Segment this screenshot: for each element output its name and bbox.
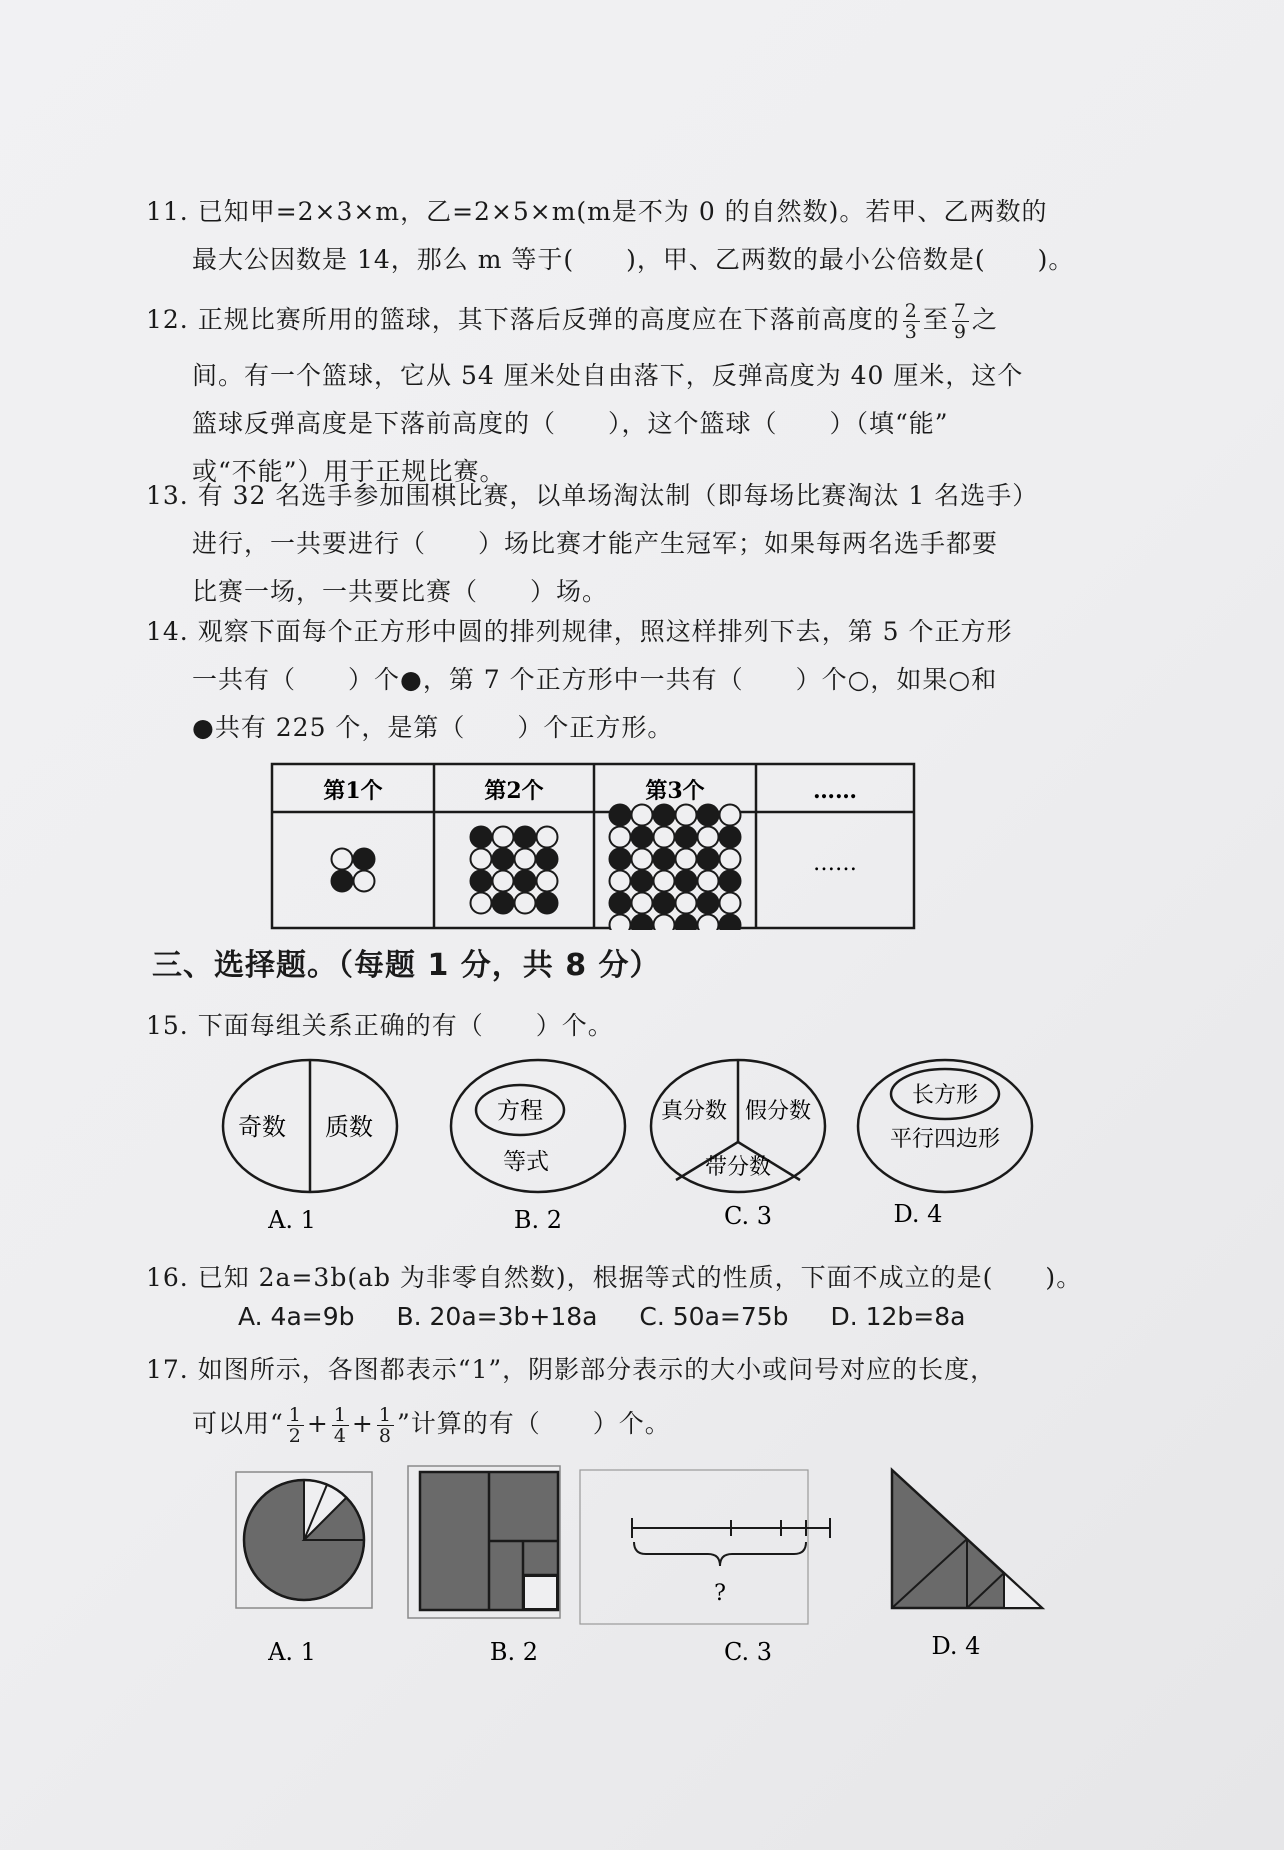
black-circle [720,871,741,892]
white-circle [332,849,353,870]
black-circle [610,849,631,870]
black-circle [493,849,514,870]
black-circle [676,827,697,848]
white-circle [354,871,375,892]
frac-numerator: 7 [953,300,967,322]
black-circle [632,827,653,848]
q17-option-c: C. 3 [723,1638,773,1666]
q17-option-d: D. 4 [931,1632,981,1660]
q15-option-b: B. 2 [513,1206,563,1234]
q16-option-d: D. 12b=8a [830,1302,966,1331]
frac-numerator: 1 [378,1404,392,1426]
white-circle [632,893,653,914]
q15-option-a-diagram [223,1060,397,1192]
label-mixed-number: 带分数 [704,1155,772,1180]
q16-text: 16. 已知 2a=3b(ab 为非零自然数)，根据等式的性质，下面不成立的是( )。 [146,1263,1083,1292]
black-circle [332,871,353,892]
frac-numerator: 1 [288,1404,302,1426]
q12-line1-text: 12. 正规比赛所用的篮球，其下落后反弹的高度应在下落前高度的 [146,305,900,334]
black-circle [720,915,741,931]
black-circle [632,871,653,892]
white-circle [676,805,697,826]
q15-text: 15. 下面每组关系正确的有（ ）个。 [146,1011,614,1040]
q15-option-c: C. 3 [723,1202,773,1230]
q14-line2: 一共有（ ）个●，第 7 个正方形中一共有（ ）个○，如果○和 [192,665,998,694]
white-circle [537,827,558,848]
question-12 [146,296,1023,496]
black-circle [676,915,697,931]
table-ellipsis: …… [813,851,857,876]
q13-line3: 比赛一场，一共要比赛（ ）场。 [192,577,609,606]
q13-line2: 进行，一共要进行（ ）场比赛才能产生冠军；如果每两名选手都要 [192,529,999,558]
label-parallelogram: 平行四边形 [889,1127,1001,1152]
black-circle [471,827,492,848]
q17-option-d-diagram [892,1470,1042,1608]
black-circle [493,893,514,914]
q15-option-a: A. 1 [268,1206,316,1234]
section-3-heading: 三、选择题。（每题 1 分，共 8 分） [152,948,661,983]
q15-option-b-diagram [451,1060,625,1192]
fraction-1-2 [287,1405,304,1446]
q12-line1 [146,296,1023,344]
label-prime-number: 质数 [325,1113,373,1141]
pattern-square-2 [471,827,558,914]
q16-option-c: C. 50a=75b [639,1302,789,1331]
pattern-square-3 [610,805,741,931]
q16-option-a: A. 4a=9b [238,1302,355,1331]
plus-sign: + [351,1409,374,1438]
white-circle [698,915,719,931]
q14-pattern-table [270,762,916,930]
frac-denominator: 4 [333,1425,347,1447]
q16-option-b: B. 20a=3b+18a [396,1302,598,1331]
black-circle [515,871,536,892]
white-circle [537,871,558,892]
white-circle [493,871,514,892]
q12-between: 至 [922,305,949,334]
white-circle [654,827,675,848]
q17-option-a: A. 1 [268,1638,316,1666]
q15-option-d: D. 4 [893,1200,943,1228]
white-circle [632,805,653,826]
q12-line3: 篮球反弹高度是下落前高度的（ ），这个篮球（ ）（填“能” [192,409,949,438]
q15-option-d-diagram [858,1060,1032,1192]
table-header-1: 第1个 [323,778,383,804]
black-circle [676,871,697,892]
pattern-square-1 [332,849,375,892]
question-16 [146,1254,1082,1302]
label-proper-fraction: 真分数 [660,1099,728,1124]
black-circle [610,893,631,914]
black-circle [515,827,536,848]
q15-option-c-diagram [651,1060,825,1192]
black-circle [698,805,719,826]
frac-denominator: 9 [953,321,967,343]
table-header-3: 第3个 [645,778,705,804]
black-circle [720,827,741,848]
q17-line2 [146,1400,996,1448]
q12-line1-end: 之 [971,305,998,334]
question-15 [146,1002,614,1050]
q15-diagrams [200,1046,1060,1246]
black-circle [632,915,653,931]
question-mark: ? [714,1581,726,1606]
q11-line2: 最大公因数是 14，那么 m 等于( )，甲、乙两数的最小公倍数是( )。 [192,245,1075,274]
q17-option-b: B. 2 [489,1638,539,1666]
frac-denominator: 8 [378,1425,392,1447]
question-14 [146,608,1013,752]
white-circle [654,871,675,892]
label-improper-fraction: 假分数 [744,1099,812,1124]
q17-option-c-diagram [580,1470,830,1624]
frac-denominator: 2 [288,1425,302,1447]
fraction-2-3 [903,301,920,342]
q16-options [238,1302,999,1331]
white-circle [676,849,697,870]
white-circle [698,871,719,892]
white-circle [493,827,514,848]
black-circle [471,871,492,892]
black-circle [698,893,719,914]
white-circle [471,893,492,914]
white-circle [610,915,631,931]
black-circle [610,805,631,826]
white-circle [720,893,741,914]
black-circle [537,893,558,914]
white-circle [698,827,719,848]
white-circle [515,849,536,870]
frac-numerator: 2 [904,300,918,322]
white-circle [676,893,697,914]
white-circle [610,827,631,848]
q17-option-a-diagram [236,1472,372,1608]
label-equality: 等式 [503,1149,549,1175]
black-circle [537,849,558,870]
q13-line1: 13. 有 32 名选手参加围棋比赛，以单场淘汰制（即每场比赛淘汰 1 名选手） [146,481,1039,510]
white-circle [720,849,741,870]
white-circle [632,849,653,870]
black-circle [654,893,675,914]
black-circle [654,805,675,826]
label-equation: 方程 [497,1098,543,1124]
fraction-1-8 [377,1405,394,1446]
label-odd-number: 奇数 [238,1113,286,1141]
white-circle [654,915,675,931]
black-circle [654,849,675,870]
question-17 [146,1346,996,1448]
fraction-7-9 [952,301,969,342]
label-rectangle: 长方形 [911,1083,979,1108]
table-header-2: 第2个 [484,778,544,804]
question-11 [146,188,1074,284]
black-circle [354,849,375,870]
q17-line2-end: ”计算的有（ ）个。 [396,1409,671,1438]
q17-line1: 17. 如图所示，各图都表示“1”，阴影部分表示的大小或问号对应的长度， [146,1355,997,1384]
frac-denominator: 3 [904,321,918,343]
q12-line4: 或“不能”）用于正规比赛。 [192,457,506,486]
q11-line1: 11. 已知甲=2×3×m，乙=2×5×m(m是不为 0 的自然数)。若甲、乙两数的 [146,197,1048,226]
white-circle [515,893,536,914]
q12-line2: 间。有一个篮球，它从 54 厘米处自由落下，反弹高度为 40 厘米，这个 [192,361,1024,390]
q17-line2-start: 可以用“ [192,1409,284,1438]
question-13 [146,472,1038,616]
white-circle [471,849,492,870]
fraction-1-4 [332,1405,349,1446]
q14-line3: ●共有 225 个，是第（ ）个正方形。 [192,713,674,742]
q17-diagrams [230,1458,1060,1678]
table-header-4: …… [813,778,857,804]
plus-sign: + [306,1409,329,1438]
q14-line1: 14. 观察下面每个正方形中圆的排列规律，照这样排列下去，第 5 个正方形 [146,617,1013,646]
black-circle [698,849,719,870]
white-circle [610,871,631,892]
frac-numerator: 1 [333,1404,347,1426]
white-circle [720,805,741,826]
q17-option-b-diagram [408,1466,560,1618]
